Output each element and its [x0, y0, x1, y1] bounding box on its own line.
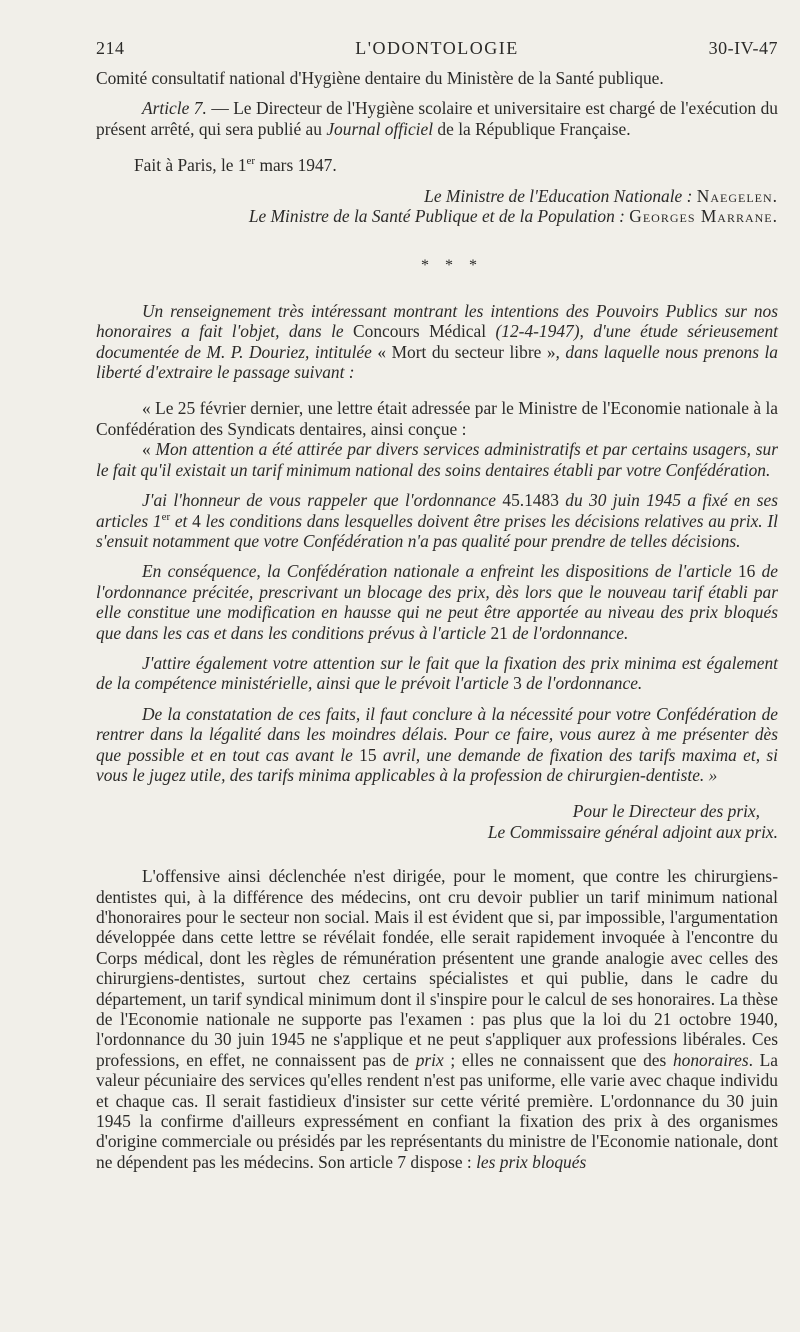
- q3-text-b: de l'ordonnance précitée, prescrivant un blocage des prix, dès lors que le nouveau tarif établi par elle constitue une modification en hausse qui ne peut être apportée au niveau des prix bloqués que dans les cas et dans les conditions prévus à l'article: [96, 561, 778, 643]
- body-paragraph: [96, 866, 778, 1172]
- intro-text-3: , dans laquelle nous prenons la liberté d'extraire le passage suivant :: [96, 341, 778, 383]
- fait-sup: er: [246, 155, 256, 168]
- q4-text-b: de l'ordonnance.: [521, 673, 643, 694]
- quote-open: «: [142, 439, 156, 460]
- fait-line: [96, 155, 778, 175]
- q2-date: 30 juin 1945: [589, 490, 682, 511]
- quote-paragraph-4: [96, 653, 778, 694]
- journal-title: L'ODONTOLOGIE: [355, 38, 519, 58]
- text-column: [96, 68, 778, 1172]
- intro-title: « Mort du secteur libre »: [377, 341, 556, 362]
- q3-art1: 16: [737, 561, 756, 582]
- fait-text: Fait à Paris, le 1: [134, 155, 247, 176]
- sig1-name: Naegelen.: [696, 185, 778, 206]
- quote-signature-2: Le Commissaire général adjoint aux prix.: [487, 821, 778, 842]
- q3-art2: 21: [490, 622, 508, 643]
- quote-signature-1: Pour le Directeur des prix,: [572, 801, 760, 822]
- section-separator: * * *: [421, 257, 483, 275]
- journal-officiel: Journal officiel: [326, 118, 434, 139]
- q5-text-a: De la constatation de ces faits, il faut conclure à la nécessité pour votre Confédération de rentrer dans la légalité dans les moindres délais. Pour ce faire, vous aurez à me présenter dès que possible et en tout cas avant le: [96, 703, 778, 765]
- q3-text-c: de l'ordonnance.: [507, 622, 629, 643]
- page-number: 214: [96, 38, 125, 58]
- decree-article-7: [96, 98, 778, 139]
- running-header: [96, 38, 778, 68]
- intro-text-1: Un renseignement très intéressant montrant les intentions des Pouvoirs Publics sur nos honoraires a fait l'objet, dans le: [96, 300, 778, 342]
- intro-source: Concours Médical: [353, 321, 487, 342]
- q2-text-d: et: [170, 510, 193, 531]
- q2-text-a: J'ai l'honneur de vous rappeler que l'ordonnance: [142, 490, 503, 511]
- q4-text-a: J'attire également votre attention sur le fait que la fixation des prix minima est également de la compétence ministérielle, ainsi que le prévoit l'article: [96, 652, 778, 694]
- body-honoraires: honoraires: [672, 1049, 749, 1070]
- intro-text-2: (12-4-1947), d'une étude sérieusement documentée de M. P. Douriez, intitulée: [96, 321, 779, 362]
- sig2-role: Le Ministre de la Santé Publique et de la Population :: [248, 206, 630, 227]
- quote-paragraph-3: [96, 561, 778, 643]
- q2-sup: er: [161, 510, 171, 523]
- quote-paragraph-5: [96, 704, 778, 786]
- decree-lead: Comité consultatif national d'Hygiène dentaire du Ministère de la Santé publique.: [96, 68, 664, 88]
- q4-art: 3: [513, 673, 522, 694]
- quote-intro: « Le 25 février dernier, une lettre était adressée par le Ministre de l'Economie nationale à la Confédération des Syndicats dentaires, ainsi conçue :: [96, 398, 778, 439]
- q2-num: 45.1483: [502, 490, 559, 511]
- q3-text-a: En conséquence, la Confédération nationale a enfreint les dispositions de l'article: [142, 561, 738, 582]
- sig1-role: Le Ministre de l'Education Nationale :: [424, 185, 697, 206]
- body-end: les prix bloqués: [476, 1151, 587, 1172]
- article-text: — Le Directeur de l'Hygiène scolaire et universitaire est chargé de l'exécution du présent arrêté, qui sera publié au: [96, 98, 778, 139]
- quote-text-1: Mon attention a été attirée par divers services administratifs et par certains usagers, sur le fait qu'il existait un tarif minimum national des soins dentaires établi par votre Confédération.: [96, 439, 778, 480]
- body-text-a: L'offensive ainsi déclenchée n'est dirigée, pour le moment, que contre les chirurgiens-dentistes qui, à la différence des médecins, ont cru devoir publier un tarif minimum national d'honoraires pour le secteur non social. Mais il est évident que si, par impossible, l'argumentation développée dans cette lettre se révélait fondée, elle serait rapidement invoquée à l'encontre du Corps médical, dont les règles de rémunération présentent une grande analogie avec celles des chirurgiens-dentistes, surtout chez certains spécialistes et qui publie, dans le cadre du département, un tarif syndical minimum dont il s'inspire pour le calcul de ses honoraires. La thèse de l'Economie nationale ne supporte pas l'examen : pas plus que la loi du 21 octobre 1940, l'ordonnance du 30 juin 1945 ne s'applique et ne peut s'appliquer aux professions libérales. Ces professions, en effet, ne connaissent pas de: [96, 866, 778, 1070]
- body-prix: prix: [415, 1049, 444, 1070]
- article-label: Article 7.: [142, 98, 207, 119]
- body-text-b: ; elles ne connaissent que des: [443, 1049, 673, 1070]
- article-text-end: de la République Française.: [433, 118, 631, 139]
- q2-text-b: du: [558, 490, 590, 511]
- article-intro: [96, 301, 778, 383]
- q5-num: 15: [359, 744, 377, 765]
- q2-text-c: a fixé en ses articles 1: [96, 490, 778, 531]
- sig2-name: Georges Marrane.: [629, 206, 778, 227]
- signature-sante: [96, 206, 778, 226]
- q5-text-b: avril, une demande de fixation des tarifs maxima et, si vous le jugez utile, des tarifs minima applicables à la profession de chirurgien-dentiste. »: [96, 744, 778, 785]
- body-text-c: . La valeur pécuniaire des services qu'elles rendent n'est pas uniforme, elle varie avec chaque individu et chaque cas. Il serait fastidieux d'insister sur cette vérité première. L'ordonnance du 30 juin 1945 la confirme d'ailleurs expressément en confiant la fixation des prix à des organismes d'origine commerciale ou présidés par les représentants du ministre de l'Economie nationale, dont ne dépendent pas les médecins. Son article 7 dispose :: [96, 1049, 778, 1172]
- issue-date: 30-IV-47: [708, 38, 778, 58]
- quote-paragraph-1: [96, 439, 778, 480]
- quote-paragraph-2: [96, 490, 778, 551]
- q2-art: 4: [192, 510, 201, 531]
- signature-education: [96, 186, 778, 206]
- fait-date: mars 1947.: [255, 155, 337, 176]
- q2-text-e: les conditions dans lesquelles doivent être prises les décisions relatives au prix. Il s'ensuit notamment que votre Confédération n'a pas qualité pour prendre de telles décisions.: [96, 510, 778, 551]
